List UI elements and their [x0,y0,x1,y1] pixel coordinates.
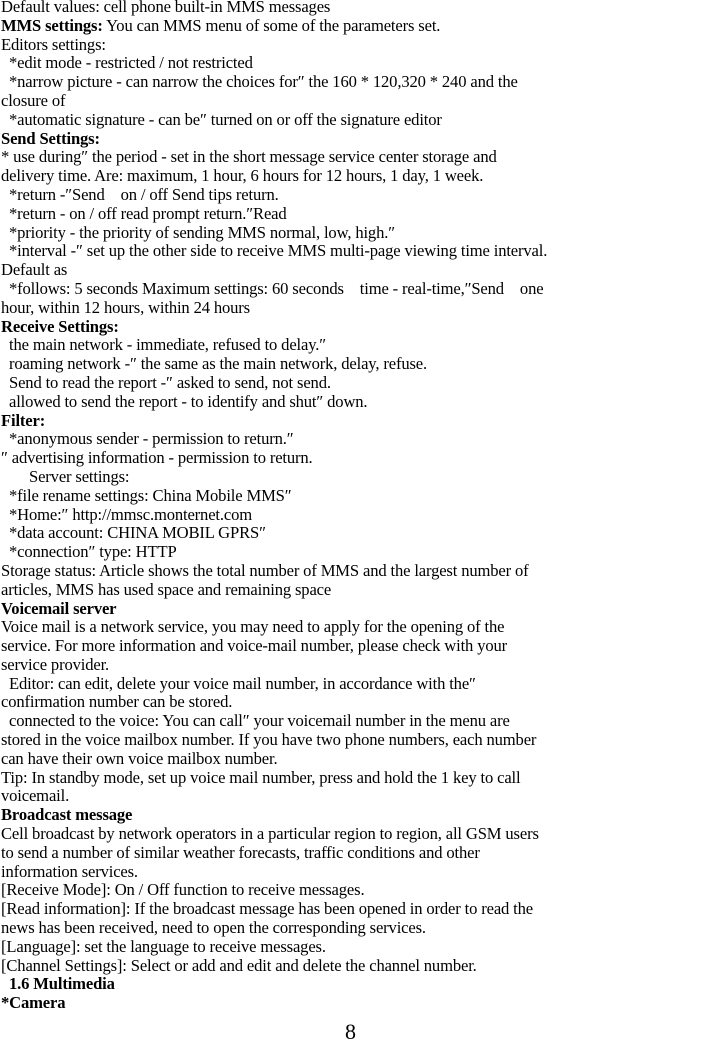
text-line [1,167,699,186]
text-line [1,261,699,280]
line-text: information services. [1,861,138,881]
line-text: [Language]: set the language to receive messages. [1,936,326,956]
line-text: the main network - immediate, refused to delay.″ [1,335,327,355]
text-line [1,675,699,694]
line-text: Server settings: [1,466,130,486]
section-heading [1,994,699,1013]
text-line [1,111,699,130]
line-text: stored in the voice mailbox number. If you have two phone numbers, each number [1,730,537,750]
line-text: confirmation number can be stored. [1,692,233,712]
line-text: service. For more information and voice-mail number, please check with your [1,636,508,656]
text-line [1,731,699,750]
section-heading [1,806,699,825]
line-text: Voice mail is a network service, you may need to apply for the opening of the [1,617,505,637]
text-line [1,656,699,675]
text-line [1,468,699,487]
text-line [1,863,699,882]
line-text-suffix: You can MMS menu of some of the parameters set. [102,15,441,35]
line-text: can have their own voice mailbox number. [1,748,278,768]
text-line [1,618,699,637]
text-line [1,487,699,506]
section-heading [1,318,699,337]
line-text: *priority - the priority of sending MMS normal, low, high.″ [1,222,395,242]
text-line [1,637,699,656]
line-text: roaming network -″ the same as the main network, delay, refuse. [1,354,428,374]
line-text: *interval -″ set up the other side to receive MMS multi-page viewing time interval. [1,241,548,261]
text-line [1,938,699,957]
line-text: [Receive Mode]: On / Off function to receive messages. [1,880,365,900]
document-body [1,0,699,1013]
line-text: *file rename settings: China Mobile MMS″ [1,485,292,505]
text-line [1,693,699,712]
text-line [1,919,699,938]
text-line [1,769,699,788]
line-text: articles, MMS has used space and remaining space [1,579,332,599]
heading-text: Send Settings: [1,128,100,148]
text-line [1,581,699,600]
text-line [1,562,699,581]
line-text: service provider. [1,654,110,674]
line-text: hour, within 12 hours, within 24 hours [1,297,250,317]
text-line [1,224,699,243]
text-line [1,36,699,55]
heading-text: 1.6 Multimedia [1,974,115,994]
line-text: *anonymous sender - permission to return.″ [1,429,294,449]
text-line [1,0,699,17]
line-text: *data account: CHINA MOBIL GPRS″ [1,523,266,543]
line-text: to send a number of similar weather forecasts, traffic conditions and other [1,842,480,862]
text-line [1,430,699,449]
text-line [1,524,699,543]
text-line [1,844,699,863]
text-line [1,280,699,299]
heading-text: MMS settings: [1,15,103,35]
text-line [1,205,699,224]
line-text: Default as [1,260,68,280]
text-line [1,92,699,111]
text-line [1,393,699,412]
section-heading [1,412,699,431]
line-text: *follows: 5 seconds Maximum settings: 60 seconds time - real-time,″Send one [1,278,544,298]
line-text: *narrow picture - can narrow the choices for″ the 160 * 120,320 * 240 and the [1,72,518,92]
text-line [1,543,699,562]
page-number: 8 [345,1019,356,1044]
line-text: ″ advertising information - permission to return. [1,448,313,468]
text-line [1,186,699,205]
section-heading [1,975,699,994]
text-line [1,506,699,525]
text-line [1,825,699,844]
line-text: [Read information]: If the broadcast message has been opened in order to read the [1,899,534,919]
line-text: Storage status: Article shows the total number of MMS and the largest number of [1,560,529,580]
line-text: Editor: can edit, delete your voice mail number, in accordance with the″ [1,673,476,693]
line-text: Send to read the report -″ asked to send, not send. [1,372,331,392]
line-text: *automatic signature - can be″ turned on or off the signature editor [1,109,442,129]
line-text: Tip: In standby mode, set up voice mail number, press and hold the 1 key to call [1,767,521,787]
text-line [1,336,699,355]
line-text: * use during″ the period - set in the short message service center storage and [1,147,497,167]
line-text: *return - on / off read prompt return.″Read [1,203,287,223]
line-text: Default values: cell phone built-in MMS messages [1,0,331,16]
line-text: news has been received, need to open the corresponding services. [1,918,426,938]
text-line [1,750,699,769]
line-text: *connection″ type: HTTP [1,542,177,562]
line-text: allowed to send the report - to identify and shut″ down. [1,391,368,411]
section-heading [1,130,699,149]
line-text: voicemail. [1,786,70,806]
heading-text: *Camera [1,993,66,1013]
heading-text: Filter: [1,410,46,430]
text-line [1,148,699,167]
text-line [1,242,699,261]
text-line [1,355,699,374]
line-text: closure of [1,90,66,110]
heading-text: Receive Settings: [1,316,119,336]
text-line [1,73,699,92]
section-heading [1,600,699,619]
line-text: Cell broadcast by network operators in a particular region to region, all GSM users [1,824,539,844]
line-text: *Home:″ http://mmsc.monternet.com [1,504,252,524]
text-line [1,54,699,73]
line-text: Editors settings: [1,34,106,54]
text-line [1,712,699,731]
text-line [1,374,699,393]
text-line [1,787,699,806]
line-text: connected to the voice: You can call″ your voicemail number in the menu are [1,711,510,731]
line-text: *edit mode - restricted / not restricted [1,53,253,73]
text-line [1,957,699,976]
heading-text: Broadcast message [1,805,133,825]
text-line [1,299,699,318]
section-heading [1,17,699,36]
text-line [1,900,699,919]
text-line [1,881,699,900]
text-line [1,449,699,468]
heading-text: Voicemail server [1,598,117,618]
line-text: [Channel Settings]: Select or add and edit and delete the channel number. [1,955,477,975]
line-text: *return -″Send on / off Send tips return. [1,184,279,204]
line-text: delivery time. Are: maximum, 1 hour, 6 hours for 12 hours, 1 day, 1 week. [1,166,484,186]
